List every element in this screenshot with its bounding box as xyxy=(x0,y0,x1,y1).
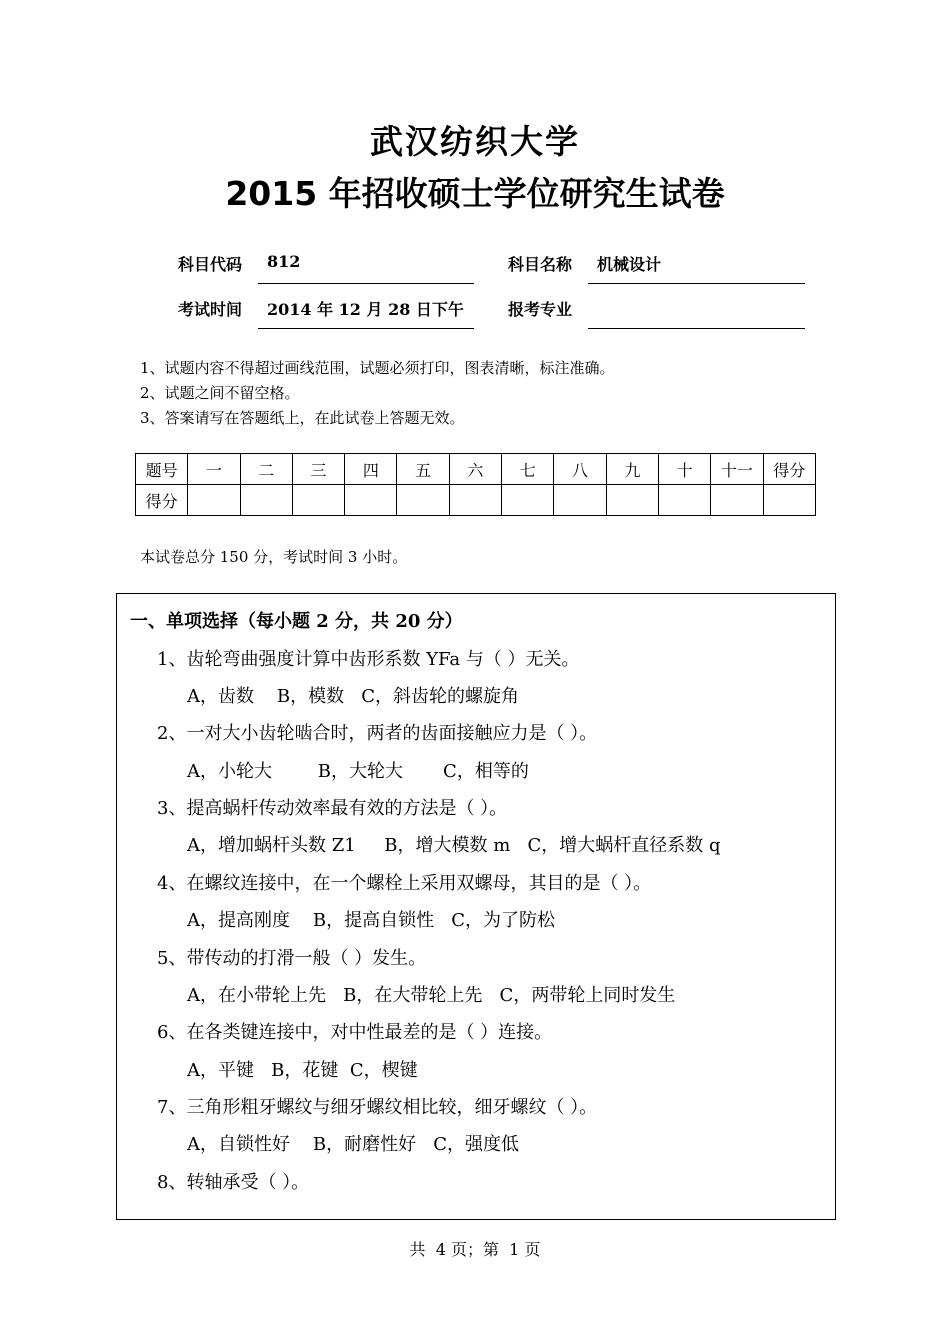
score-cell xyxy=(188,485,240,516)
major-label: 报考专业 xyxy=(508,300,573,319)
score-table-header-row xyxy=(136,454,816,485)
exam-time-underline xyxy=(258,328,474,329)
score-header-cell: 三 xyxy=(292,454,344,485)
exam-time-label: 考试时间 xyxy=(178,300,243,319)
score-cell xyxy=(345,485,397,516)
university-title: 武汉纺织大学 xyxy=(370,122,580,161)
score-header-cell: 四 xyxy=(345,454,397,485)
question-options: A，平键 B，花键 C，楔键 xyxy=(187,1060,418,1081)
question-text: 5、带传动的打滑一般（ ）发生。 xyxy=(157,948,427,969)
score-cell xyxy=(397,485,449,516)
question-options: A，在小带轮上先 B，在大带轮上先 C，两带轮上同时发生 xyxy=(187,985,676,1006)
question-text: 3、提高蜗杆传动效率最有效的方法是（ ）。 xyxy=(157,798,508,819)
note-line: 1、试题内容不得超过画线范围，试题必须打印，图表清晰，标注准确。 xyxy=(140,359,615,377)
score-header-cell: 十 xyxy=(658,454,710,485)
question-options: A，自锁性好 B，耐磨性好 C，强度低 xyxy=(187,1134,520,1155)
score-header-cell: 八 xyxy=(554,454,606,485)
note-line: 2、试题之间不留空格。 xyxy=(140,384,300,402)
score-header-cell: 十一 xyxy=(711,454,763,485)
question-text: 6、在各类键连接中，对中性最差的是（ ）连接。 xyxy=(157,1022,553,1043)
question-options: A，齿数 B，模数 C，斜齿轮的螺旋角 xyxy=(187,686,520,707)
exam-time-value: 2014 年 12 月 28 日下午 xyxy=(267,300,464,319)
note-line: 3、答案请写在答题纸上，在此试卷上答题无效。 xyxy=(140,409,465,427)
score-header-cell: 得分 xyxy=(763,454,815,485)
score-cell xyxy=(658,485,710,516)
score-cell xyxy=(606,485,658,516)
page-footer: 共 4 页；第 1 页 xyxy=(409,1240,541,1259)
score-header-cell: 九 xyxy=(606,454,658,485)
score-cell xyxy=(554,485,606,516)
subject-code-label: 科目代码 xyxy=(178,255,243,274)
subject-name-label: 科目名称 xyxy=(508,255,573,274)
score-table-score-row xyxy=(136,485,816,516)
score-cell xyxy=(763,485,815,516)
score-cell xyxy=(711,485,763,516)
score-table xyxy=(135,453,816,516)
question-text: 4、在螺纹连接中，在一个螺栓上采用双螺母，其目的是（ ）。 xyxy=(157,873,652,894)
question-options: A，提高刚度 B，提高自锁性 C，为了防松 xyxy=(187,910,556,931)
score-header-cell: 题号 xyxy=(136,454,188,485)
subject-name-underline xyxy=(588,283,805,284)
score-header-cell: 二 xyxy=(240,454,292,485)
section-title: 一、单项选择（每小题 2 分，共 20 分） xyxy=(130,611,463,632)
score-header-cell: 六 xyxy=(449,454,501,485)
question-text: 7、三角形粗牙螺纹与细牙螺纹相比较，细牙螺纹（ ）。 xyxy=(157,1097,598,1118)
score-row-label: 得分 xyxy=(136,485,188,516)
subject-code-underline xyxy=(258,283,474,284)
score-cell xyxy=(502,485,554,516)
score-header-cell: 七 xyxy=(502,454,554,485)
score-cell xyxy=(240,485,292,516)
score-header-cell: 一 xyxy=(188,454,240,485)
subject-code-value: 812 xyxy=(267,252,301,271)
major-underline xyxy=(588,328,805,329)
question-text: 2、一对大小齿轮啮合时，两者的齿面接触应力是（ ）。 xyxy=(157,723,598,744)
question-options: A，增加蜗杆头数 Z1 B，增大模数 m C，增大蜗杆直径系数 q xyxy=(187,835,721,856)
question-options: A，小轮大 B，大轮大 C，相等的 xyxy=(187,761,529,782)
score-cell xyxy=(449,485,501,516)
question-text: 1、齿轮弯曲强度计算中齿形系数 YFa 与（ ）无关。 xyxy=(157,649,580,670)
subject-name-value: 机械设计 xyxy=(597,255,662,274)
exam-summary: 本试卷总分 150 分，考试时间 3 小时。 xyxy=(140,548,408,566)
score-cell xyxy=(292,485,344,516)
exam-title: 2015 年招收硕士学位研究生试卷 xyxy=(225,174,725,213)
score-header-cell: 五 xyxy=(397,454,449,485)
question-text: 8、转轴承受（ ）。 xyxy=(157,1172,310,1193)
